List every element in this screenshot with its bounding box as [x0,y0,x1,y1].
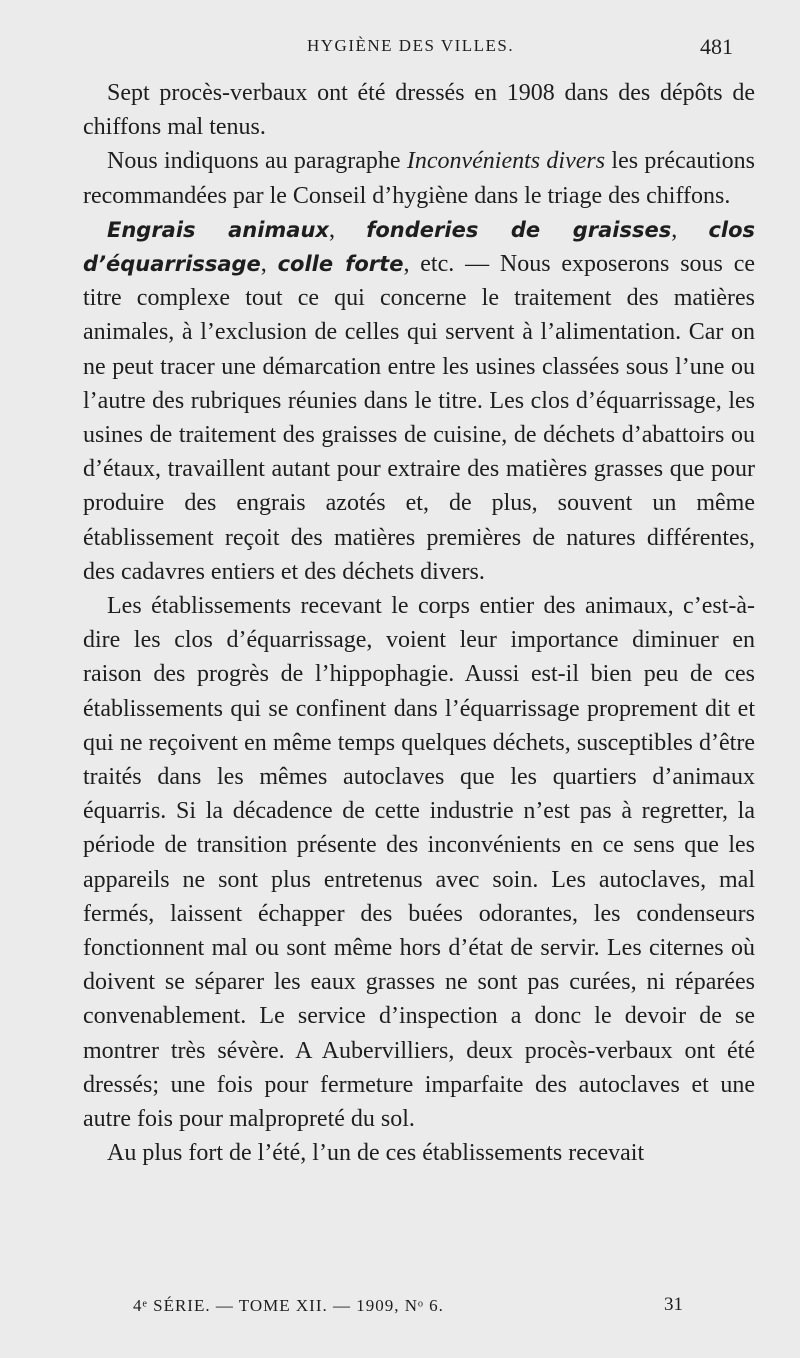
heading-separator-3: , [260,251,278,278]
paragraph-3 [83,213,755,589]
section-heading-engrais: Engrais animaux [107,217,329,242]
section-heading-fonderies: fonderies de graisses [366,217,672,242]
heading-separator-1: , [328,216,367,243]
running-title: HYGIÈNE DES VILLES. [307,36,515,55]
paragraph-2 [83,144,755,212]
paragraph-1: Sept procès-verbaux ont été dressés en 1908 dans des dépôts de chiffons mal tenus. [83,80,755,141]
series-note: 4ᵉ SÉRIE. — TOME XII. — 1909, Nᵒ 6. [133,1296,444,1315]
section-heading-colle: colle forte [277,252,404,277]
heading-separator-2: , [671,216,709,243]
paragraph-2-italic-ref: Inconvénients divers [406,148,606,175]
page-number: 481 [700,34,733,59]
page-footer [0,1290,800,1320]
running-head [0,34,800,64]
paragraph-2-text-a: Nous indiquons au paragraphe [107,148,407,175]
paragraph-3-text: , etc. — Nous exposerons sous ce titre complexe tout ce qui concerne le traitement des matières animales, à l’exclusion de celles qui servent à l’alimentation. Car on ne peut tracer une démarcation entre les usines classées sous l’une ou l’autre des rubriques réunies dans le titre. Les clos d’équarrissage, les usines de traitement des graisses de cuisine, de déchets d’abattoirs ou d’étaux, travaillent autant pour extraire des matières grasses que pour produire des engrais azotés et, de plus, souvent un même établissement reçoit des matières premières de natures différentes, des cadavres entiers et des déchets divers. [83,251,756,585]
paragraph-2-text-b: les précautions recommandées par le Conseil d’hygiène dans le triage des chiffons. [83,148,755,209]
body-text [83,76,755,1171]
paragraph-4: Les établissements recevant le corps entier des animaux, c’est-à-dire les clos d’équarrissage, voient leur importance diminuer en raison des progrès de l’hippophagie. Aussi est-il bien peu de ces établissements qui se confinent dans l’équarrissage proprement dit et qui ne reçoivent en même temps quelques déchets, susceptibles d’être traités dans les mêmes autoclaves que les quartiers d’animaux équarris. Si la décadence de cette industrie n’est pas à regretter, la période de transition présente des inconvénients en ce sens que les appareils ne sont plus entretenus avec soin. Les autoclaves, mal fermés, laissent échapper des buées odorantes, les condenseurs fonctionnent mal ou sont même hors d’état de servir. Les citernes où doivent se séparer les eaux grasses ne sont pas curées, ni réparées convenablement. Le service d’inspection a donc le devoir de se montrer très sévère. A Aubervilliers, deux procès-verbaux ont été dressés; une fois pour fermeture imparfaite des autoclaves et une autre fois pour malpropreté du sol. [83,593,755,1133]
section-heading-clos: clos d’équarrissage [83,217,756,277]
signature-mark: 31 [664,1294,683,1315]
paragraph-5: Au plus fort de l’été, l’un de ces établissements recevait [107,1140,645,1167]
